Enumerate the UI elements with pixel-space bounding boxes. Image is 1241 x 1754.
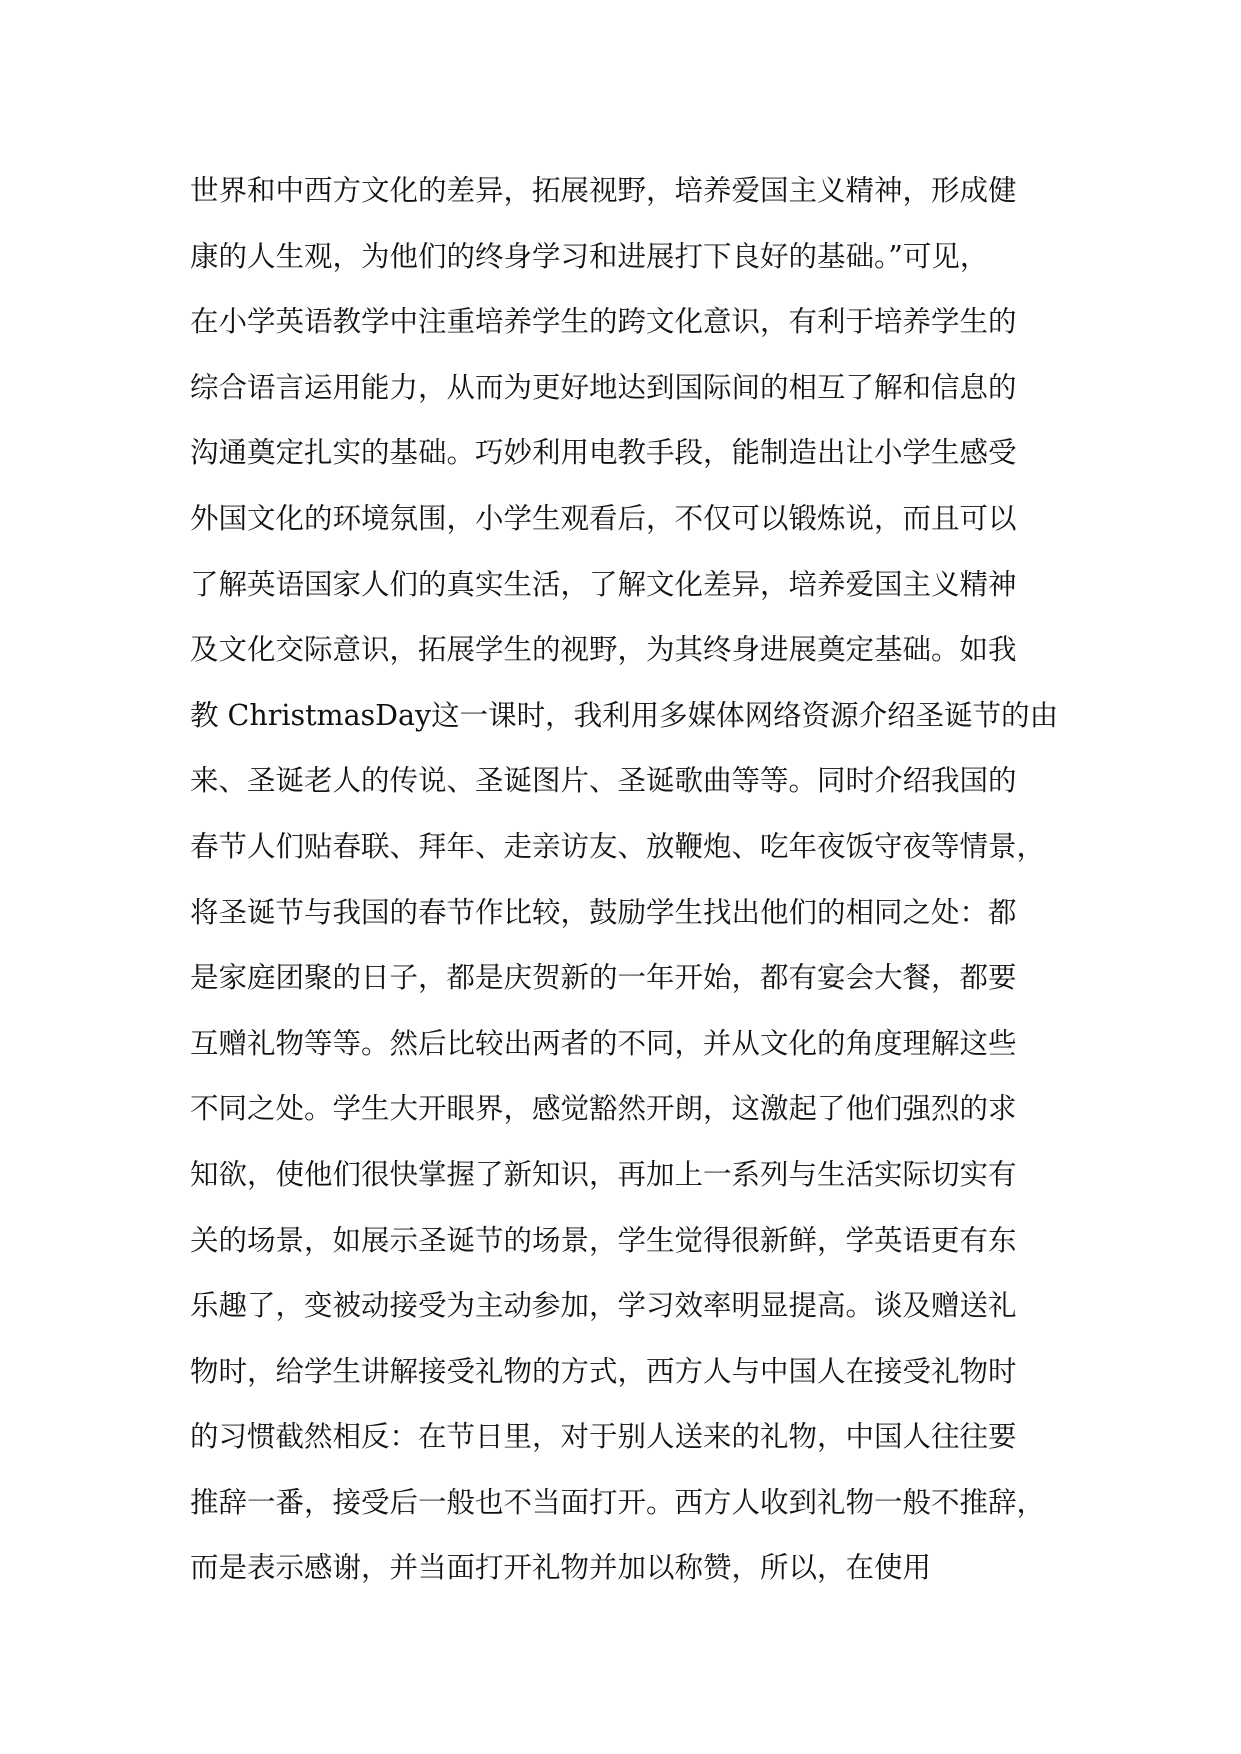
text-line: 物时，给学生讲解接受礼物的方式，西方人与中国人在接受礼物时 <box>190 1354 1017 1388</box>
text-line: 来、圣诞老人的传说、圣诞图片、圣诞歌曲等等。同时介绍我国的 <box>190 764 1017 798</box>
text-line: 不同之处。学生大开眼界，感觉豁然开朗，这激起了他们强烈的求 <box>190 1092 1017 1126</box>
text-line: 世界和中西方文化的差异，拓展视野，培养爱国主义精神，形成健 <box>190 174 1017 207</box>
text-line: 沟通奠定扎实的基础。巧妙利用电教手段，能制造出让小学生感受 <box>190 436 1017 470</box>
text-line: 知欲，使他们很快掌握了新知识，再加上一系列与生活实际切实有 <box>190 1157 1017 1191</box>
text-line: 关的场景，如展示圣诞节的场景，学生觉得很新鲜，学英语更有东 <box>190 1223 1017 1257</box>
text-line: 及文化交际意识，拓展学生的视野，为其终身进展奠定基础。如我 <box>190 633 1017 667</box>
text-line: 将圣诞节与我国的春节作比较，鼓励学生找出他们的相同之处：都 <box>190 895 1017 929</box>
text-line: 乐趣了，变被动接受为主动参加，学习效率明显提高。谈及赠送礼 <box>190 1289 1017 1323</box>
text-line: 了解英语国家人们的真实生活，了解文化差异，培养爱国主义精神 <box>190 567 1017 601</box>
text-line: 教 ChristmasDay这一课时，我利用多媒体网络资源介绍圣诞节的由 <box>190 698 1059 732</box>
body-text <box>190 158 1070 1601</box>
text-line: 综合语言运用能力，从而为更好地达到国际间的相互了解和信息的 <box>190 370 1017 404</box>
text-line: 春节人们贴春联、拜年、走亲访友、放鞭炮、吃年夜饭守夜等情景， <box>190 829 1046 863</box>
text-line: 推辞一番，接受后一般也不当面打开。西方人收到礼物一般不推辞， <box>190 1485 1046 1519</box>
text-line: 在小学英语教学中注重培养学生的跨文化意识，有利于培养学生的 <box>190 305 1017 339</box>
text-line: 康的人生观，为他们的终身学习和进展打下良好的基础。”可见， <box>190 239 989 273</box>
text-line: 外国文化的环境氛围，小学生观看后，不仅可以锻炼说，而且可以 <box>190 501 1017 535</box>
text-line: 是家庭团聚的日子，都是庆贺新的一年开始，都有宴会大餐，都要 <box>190 961 1017 995</box>
text-line: 互赠礼物等等。然后比较出两者的不同，并从文化的角度理解这些 <box>190 1026 1017 1060</box>
text-line: 的习惯截然相反：在节日里，对于别人送来的礼物，中国人往往要 <box>190 1420 1017 1454</box>
text-line: 而是表示感谢，并当面打开礼物并加以称赞，所以，在使用 <box>190 1551 932 1585</box>
